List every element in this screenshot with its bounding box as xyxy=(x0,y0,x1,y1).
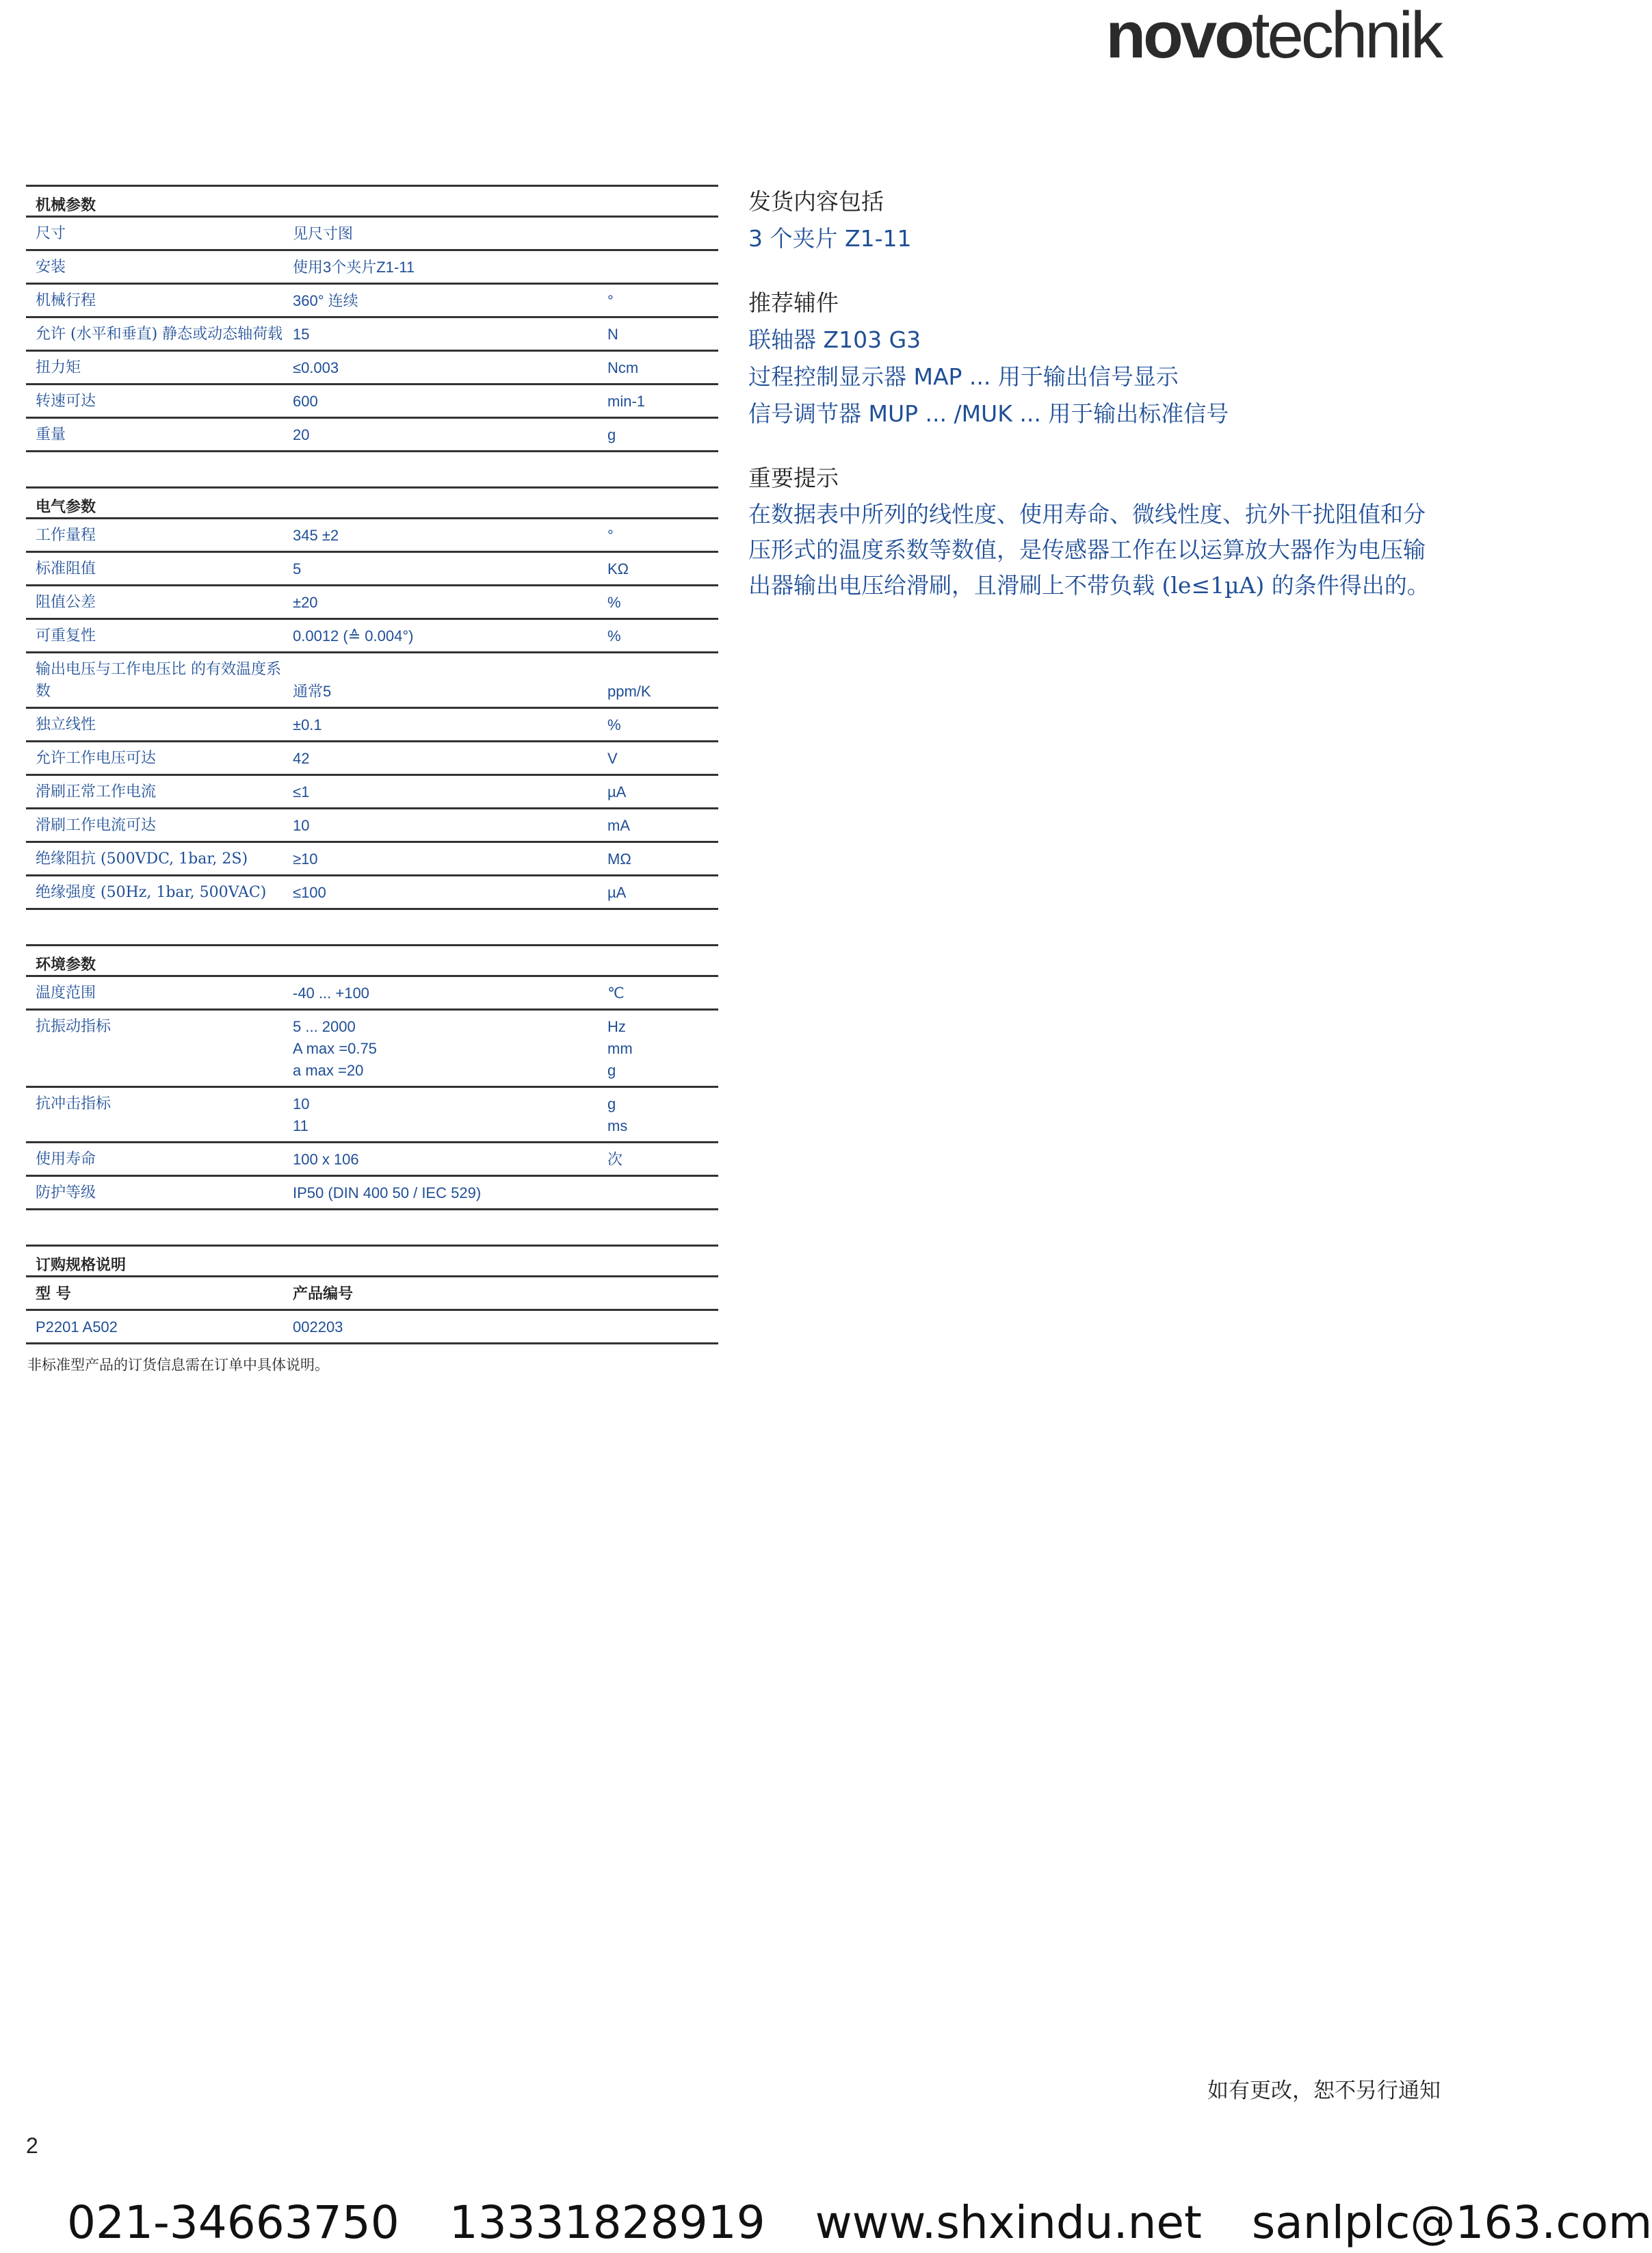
table-row: 绝缘阻抗 (500VDC, 1bar, 2S) ≥10 MΩ xyxy=(26,843,718,876)
ordering-header-row: 型 号 产品编号 xyxy=(26,1277,718,1311)
novotechnik-logo: novotechnik xyxy=(1105,0,1441,72)
section-electrical-title: 电气参数 xyxy=(26,486,718,519)
right-column xyxy=(748,183,1446,631)
accessories-title: 推荐辅件 xyxy=(748,289,839,316)
website: www.shxindu.net xyxy=(815,2196,1202,2249)
table-row: 滑刷工作电流可达 10 mA xyxy=(26,809,718,843)
table-row: 可重复性 0.0012 (≙ 0.004°) % xyxy=(26,620,718,653)
table-row: 防护等级 IP50 (DIN 400 50 / IEC 529) xyxy=(26,1177,718,1210)
section-environment-title: 环境参数 xyxy=(26,944,718,977)
table-row: 滑刷正常工作电流 ≤1 µA xyxy=(26,776,718,809)
change-notice: 如有更改，恕不另行通知 xyxy=(1207,2079,1441,2103)
important-title: 重要提示 xyxy=(748,465,839,491)
ordering-note: 非标准型产品的订货信息需在订单中具体说明。 xyxy=(27,1357,329,1373)
list-item: 联轴器 Z103 G3 xyxy=(748,326,921,353)
table-row: 工作量程 345 ±2 ° xyxy=(26,519,718,553)
table-row: 标准阻值 5 KΩ xyxy=(26,553,718,586)
page-number: 2 xyxy=(26,2133,38,2158)
delivery-block xyxy=(748,183,1446,257)
important-text: 在数据表中所列的线性度、使用寿命、微线性度、抗外干扰阻值和分压形式的温度系数等数值，是传感器工作在以运算放大器作为电压输出器输出电压给滑刷，且滑刷上不带负载 (le≤1µA) 的条件得出的。 xyxy=(748,501,1430,599)
table-row: 使用寿命 100 x 106 次 xyxy=(26,1143,718,1177)
delivery-title: 发货内容包括 xyxy=(748,188,884,215)
table-row: 尺寸 见尺寸图 xyxy=(26,218,718,251)
table-row: 独立线性 ±0.1 % xyxy=(26,709,718,742)
table-row: 重量 20 g xyxy=(26,419,718,452)
table-row: 允许 (水平和垂直) 静态或动态轴荷载 15 N xyxy=(26,318,718,352)
phone-1: 021-34663750 xyxy=(67,2196,399,2249)
list-item: 信号调节器 MUP ... /MUK ... 用于输出标准信号 xyxy=(748,400,1229,427)
contact-bar xyxy=(67,2196,1652,2249)
phone-2: 13331828919 xyxy=(449,2196,765,2249)
accessories-block xyxy=(748,285,1446,432)
table-row: 输出电压与工作电压比 的有效温度系数 通常5 ppm/K xyxy=(26,653,718,709)
table-row: 阻值公差 ±20 % xyxy=(26,586,718,620)
table-row: 抗冲击指标 10 11 g ms xyxy=(26,1088,718,1143)
email: sanlplc@163.com xyxy=(1251,2196,1652,2249)
delivery-text: 3 个夹片 Z1-11 xyxy=(748,225,912,252)
table-row: 温度范围 -40 ... +100 ℃ xyxy=(26,977,718,1011)
table-row: 转速可达 600 min-1 xyxy=(26,385,718,419)
section-ordering-title: 订购规格说明 xyxy=(26,1245,718,1277)
table-row: 绝缘强度 (50Hz, 1bar, 500VAC) ≤100 µA xyxy=(26,876,718,910)
list-item: 过程控制显示器 MAP ... 用于输出信号显示 xyxy=(748,363,1179,390)
table-row: 机械行程 360° 连续 ° xyxy=(26,285,718,318)
table-row: 抗振动指标 5 ... 2000 A max =0.75 a max =20 Hz mm g xyxy=(26,1011,718,1088)
table-row: 安装 使用3个夹片Z1-11 xyxy=(26,251,718,285)
important-block xyxy=(748,460,1446,603)
spec-tables xyxy=(26,185,718,1375)
section-mechanical-title: 机械参数 xyxy=(26,185,718,218)
ordering-row: P2201 A502 002203 xyxy=(26,1311,718,1344)
table-row: 扭力矩 ≤0.003 Ncm xyxy=(26,352,718,385)
table-row: 允许工作电压可达 42 V xyxy=(26,742,718,776)
